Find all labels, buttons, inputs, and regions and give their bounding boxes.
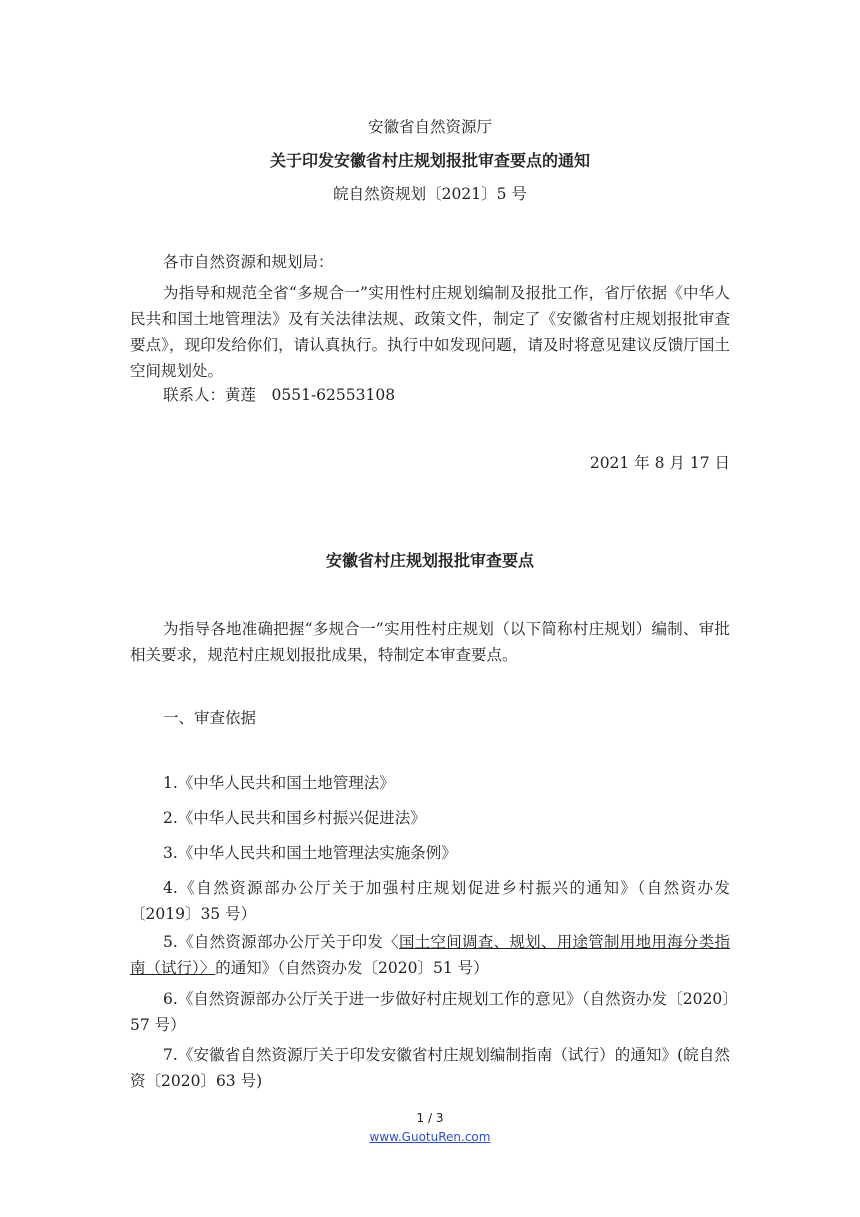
- notice-body: 为指导和规范全省“多规合一”实用性村庄规划编制及报批工作，省厅依据《中华人民共和国土地管理法》及有关法律法规、政策文件，制定了《安徽省村庄规划报批审查要点》，现印发给你们，请认真执行。执行中如发现问题，请及时将意见建议反馈厅国土空间规划处。: [130, 284, 730, 380]
- basis-item-5-link[interactable]: 国土空间调查、规划、用途管制用地用海分类指南（试行）〉: [130, 933, 730, 977]
- basis-item-5-tail: 的通知》（自然资办发〔2020〕51 号）: [215, 959, 489, 977]
- contact-line: 联系人：黄莲 0551-62553108: [163, 386, 396, 404]
- basis-item-7: 7.《安徽省自然资源厅关于印发安徽省村庄规划编制指南（试行）的通知》(皖自然资〔2020〕63 号): [130, 1046, 730, 1090]
- basis-item-3: 3.《中华人民共和国土地管理法实施条例》: [163, 844, 457, 862]
- attachment-title: 安徽省村庄规划报批审查要点: [325, 551, 534, 570]
- basis-item-5-head: 5.《自然资源部办公厅关于印发〈: [163, 933, 399, 951]
- notice-title: 关于印发安徽省村庄规划报批审查要点的通知: [269, 151, 590, 170]
- site-link[interactable]: www.GuotuRen.com: [369, 1130, 491, 1144]
- basis-item-6: 6.《自然资源部办公厅关于进一步做好村庄规划工作的意见》（自然资办发〔2020〕57 号）: [130, 990, 730, 1034]
- basis-item-5: [130, 929, 730, 981]
- basis-item-4: 4.《自然资源部办公厅关于加强村庄规划促进乡村振兴的通知》（自然资办发〔2019〕35 号）: [130, 879, 730, 923]
- footer-link-wrap: [0, 1126, 860, 1147]
- attachment-intro: 为指导各地准确把握“多规合一”实用性村庄规划（以下简称村庄规划）编制、审批相关要求，规范村庄规划报批成果，特制定本审查要点。: [130, 620, 730, 664]
- section-heading: 一、审查依据: [163, 709, 257, 727]
- page-number: 1 / 3: [416, 1111, 444, 1125]
- addressee: 各市自然资源和规划局：: [163, 253, 334, 271]
- document-number: 皖自然资规划〔2021〕5 号: [333, 185, 527, 203]
- issuer: 安徽省自然资源厅: [367, 118, 492, 136]
- basis-item-1: 1.《中华人民共和国土地管理法》: [163, 774, 395, 792]
- basis-item-2: 2.《中华人民共和国乡村振兴促进法》: [163, 809, 426, 827]
- issue-date: 2021 年 8 月 17 日: [589, 454, 730, 472]
